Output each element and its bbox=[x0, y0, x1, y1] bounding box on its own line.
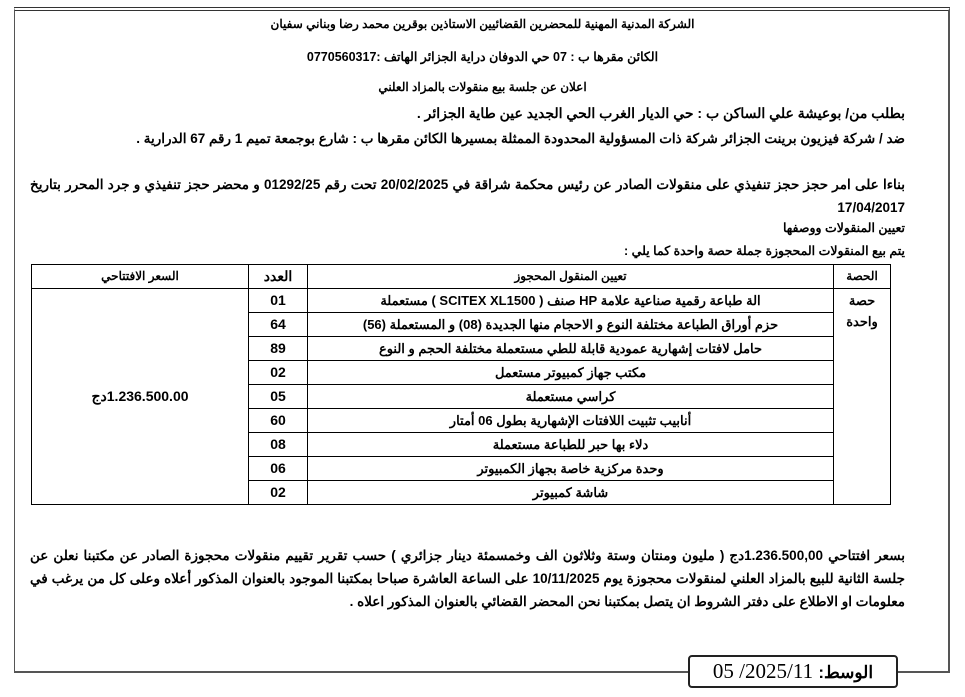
item-quantity: 08 bbox=[249, 433, 308, 457]
item-description: حزم أوراق الطباعة مختلفة النوع و الاحجام منها الجديدة (08) و المستعملة (56) bbox=[308, 313, 834, 337]
publication-date-box bbox=[688, 655, 898, 688]
company-name: الشركة المدنية المهنية للمحضرين القضائيين الاستاذين بوقرين محمد رضا وبناني سفيان bbox=[270, 17, 695, 31]
col-price: السعر الافتتاحي bbox=[32, 265, 249, 289]
col-description: تعيين المنقول المحجوز bbox=[308, 265, 834, 289]
seizure-basis: بناءا على امر حجز حجز تنفيذي على منقولات الصادر عن رئيس محكمة شراقة في 20/02/2025 تحت رقم 01292/25 و محضر حجز تنفيذي و جرد المحرر بتاريخ 17/04/2017 bbox=[30, 177, 905, 215]
item-description: حامل لافتات إشهارية عمودية قابلة للطي مستعملة مختلفة الحجم و النوع bbox=[308, 337, 834, 361]
item-description: وحدة مركزية خاصة بجهاز الكمبيوتر bbox=[308, 457, 834, 481]
company-address: الكائن مقرها ب : 07 حي الدوفان دراية الجزائر الهاتف :0770560317 bbox=[306, 50, 659, 64]
publication-date: 2025/11/ 05 bbox=[712, 659, 814, 683]
items-table bbox=[31, 264, 891, 505]
item-quantity: 64 bbox=[249, 313, 308, 337]
item-quantity: 06 bbox=[249, 457, 308, 481]
newspaper-label: الوسط: bbox=[818, 663, 874, 682]
item-quantity: 05 bbox=[249, 385, 308, 409]
lot-cell: حصة واحدة bbox=[834, 289, 891, 505]
item-quantity: 02 bbox=[249, 361, 308, 385]
items-heading: تعيين المنقولات ووصفها bbox=[782, 221, 905, 235]
item-description: مكتب جهاز كمبيوتر مستعمل bbox=[308, 361, 834, 385]
item-description: الة طباعة رقمية صناعية علامة HP صنف ( SCITEX XL1500 ) مستعملة bbox=[308, 289, 834, 313]
item-quantity: 01 bbox=[249, 289, 308, 313]
sale-terms: يتم بيع المنقولات المحجوزة جملة حصة واحدة كما يلي : bbox=[624, 244, 905, 258]
item-quantity: 60 bbox=[249, 409, 308, 433]
defendant: ضد / شركة فيزيون برينت الجزائر شركة ذات المسؤولية المحدودة الممثلة بمسيرها الكائن مقرها ب : شارع بوجمعة تميم 1 رقم 67 الدرارية . bbox=[136, 131, 905, 146]
col-quantity: العدد bbox=[249, 265, 308, 289]
closing-paragraph: بسعر افتتاحي 1.236.500,00دج ( مليون ومنتان وستة وثلاثون الف وخمسمئة دينار جزائري ) حسب تقرير تقييم منقولات محجوزة الصادر عن مكتبنا نعلن عن جلسة الثانية للبيع بالمزاد العلني لمنقولات محجوزة يوم 10/11/2025 على الساعة العاشرة صباحا بمكتبنا الموجود بالعنوان المذكور أعلاه وعلى كل من يرغب في معلومات او الاطلاع على دفتر الشروط ان يتصل بمكتبنا نحن المحضر القضائي بالعنوان المذكور اعلاه . bbox=[30, 548, 906, 609]
item-quantity: 02 bbox=[249, 481, 308, 505]
item-description: أنابيب تثبيت اللافتات الإشهارية بطول 06 أمتار bbox=[308, 409, 834, 433]
item-description: كراسي مستعملة bbox=[308, 385, 834, 409]
item-description: دلاء بها حبر للطباعة مستعملة bbox=[308, 433, 834, 457]
col-lot: الحصة bbox=[834, 265, 891, 289]
opening-price: 1.236.500.00دج bbox=[32, 289, 249, 505]
item-description: شاشة كمبيوتر bbox=[308, 481, 834, 505]
table-row bbox=[32, 289, 891, 313]
notice-title: اعلان عن جلسة بيع منقولات بالمزاد العلني bbox=[378, 80, 587, 94]
requester: بطلب من/ بوعيشة علي الساكن ب : حي الديار الغرب الحي الجديد عين طاية الجزائر . bbox=[416, 105, 905, 121]
item-quantity: 89 bbox=[249, 337, 308, 361]
